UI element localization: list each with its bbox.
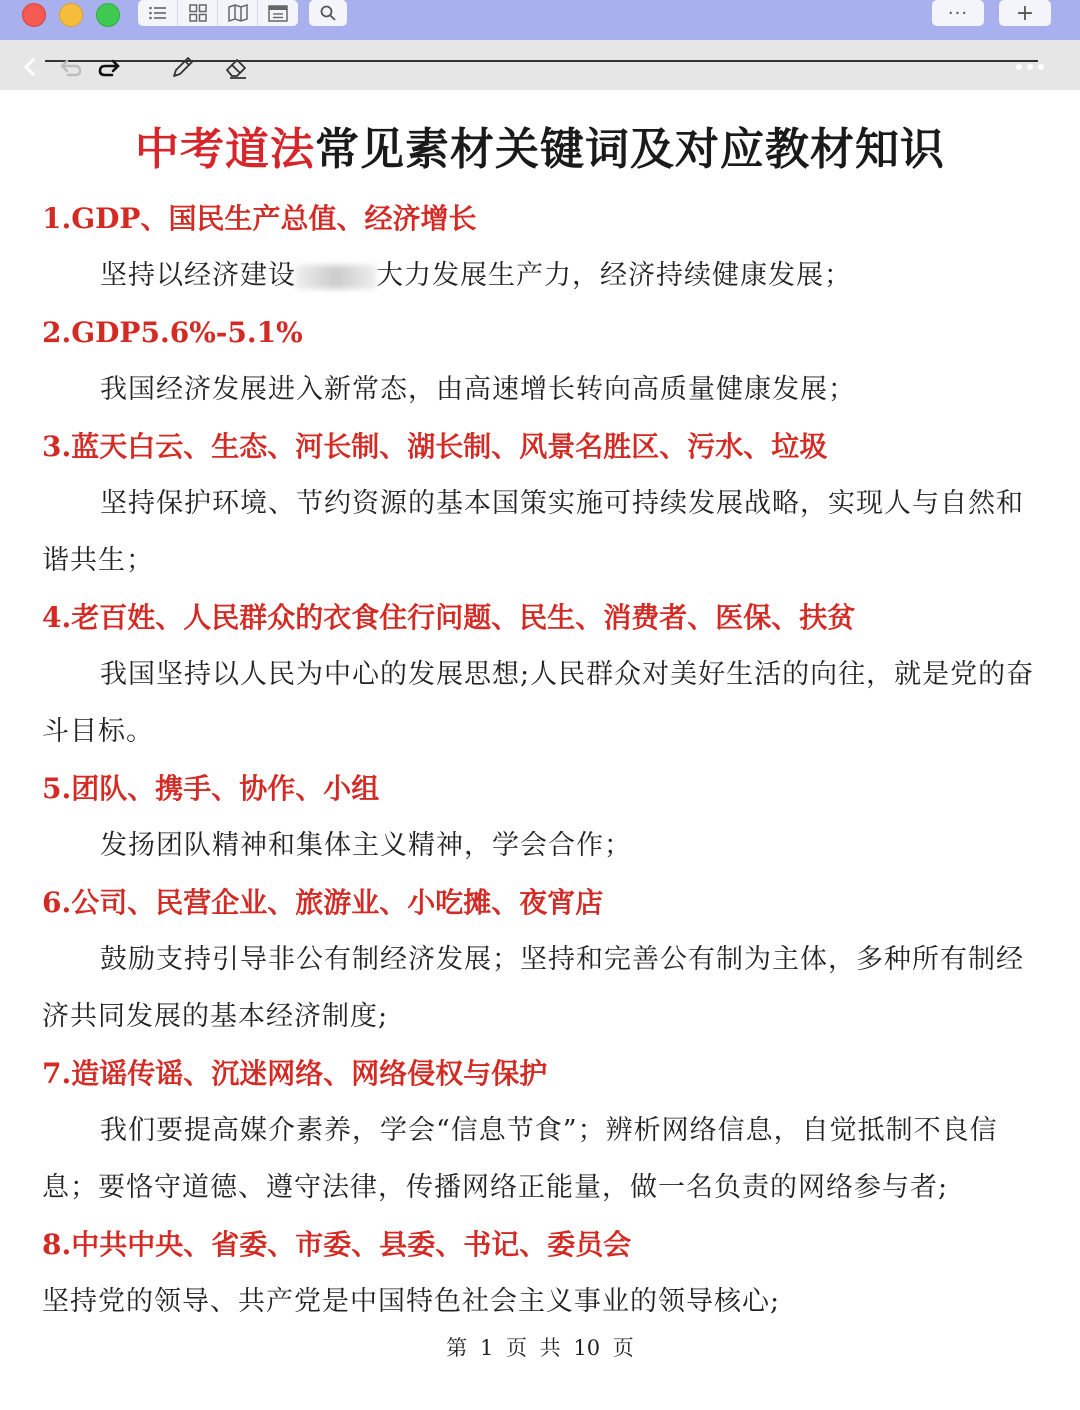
- redo-icon[interactable]: [96, 54, 122, 80]
- section-body: 我国经济发展进入新常态，由高速增长转向高质量健康发展；: [100, 374, 856, 405]
- list-icon[interactable]: [138, 0, 178, 26]
- section-body: 我国坚持以人民为中心的发展思想;人民群众对美好生活的向往，就是党的奋斗目标。: [42, 659, 1035, 747]
- calendar-icon[interactable]: [258, 0, 298, 26]
- section-heading: 1.GDP、国民生产总值、经济增长: [42, 202, 477, 235]
- page-title: [0, 120, 1080, 180]
- section-body: 坚持保护环境、节约资源的基本国策实施可持续发展战略，实现人与自然和谐共生；: [42, 488, 1024, 576]
- title-red-part: 中考道法: [135, 124, 315, 175]
- new-tab-button[interactable]: +: [999, 0, 1051, 26]
- section-body: [42, 247, 1042, 304]
- section-heading: 3.蓝天白云、生态、河长制、湖长制、风景名胜区、污水、垃圾: [42, 430, 828, 463]
- close-window-button[interactable]: [22, 3, 46, 27]
- section-heading: 4.老百姓、人民群众的衣食住行问题、民生、消费者、医保、扶贫: [42, 601, 856, 634]
- section-body: 鼓励支持引导非公有制经济发展；坚持和完善公有制为主体，多种所有制经济共同发展的基本经济制度;: [42, 944, 1024, 1032]
- window-titlebar: [0, 0, 1080, 40]
- section-body-text: 大力发展生产力，经济持续健康发展；: [376, 260, 852, 291]
- section-body: 我们要提高媒介素养，学会“信息节食”；辨析网络信息，自觉抵制不良信息；要恪守道德、遵守法律，传播网络正能量，做一名负责的网络参与者;: [42, 1115, 998, 1203]
- section-body-text: 坚持以经济建设: [100, 260, 296, 291]
- section-heading: 8.中共中央、省委、市委、县委、书记、委员会: [42, 1228, 632, 1261]
- section-heading: 2.GDP5.6%-5.1%: [42, 316, 303, 349]
- more-dots-icon[interactable]: [1016, 64, 1044, 70]
- section-heading: 5.团队、携手、协作、小组: [42, 772, 380, 805]
- pencil-icon[interactable]: [170, 54, 196, 80]
- page-footer: 第 1 页 共 10 页: [446, 1336, 634, 1360]
- eraser-icon[interactable]: [224, 54, 250, 80]
- search-icon[interactable]: [309, 0, 347, 26]
- annotation-toolbar: [0, 40, 1080, 90]
- grid-icon[interactable]: [178, 0, 218, 26]
- zoom-window-button[interactable]: [96, 3, 120, 27]
- more-options-button[interactable]: ···: [932, 0, 984, 26]
- section-heading: 6.公司、民营企业、旅游业、小吃摊、夜宵店: [42, 886, 604, 919]
- map-icon[interactable]: [218, 0, 258, 26]
- title-black-part: 常见素材关键词及对应教材知识: [315, 124, 945, 175]
- section-heading: 7.造谣传谣、沉迷网络、网络侵权与保护: [42, 1057, 548, 1090]
- undo-icon[interactable]: [58, 54, 84, 80]
- section-body: 坚持党的领导、共产党是中国特色社会主义事业的领导核心;: [42, 1286, 781, 1317]
- back-icon[interactable]: [16, 54, 42, 80]
- section-body: 发扬团队精神和集体主义精神，学会合作；: [100, 830, 632, 861]
- redaction-blur: [296, 265, 376, 289]
- view-mode-group: [138, 0, 298, 26]
- minimize-window-button[interactable]: [59, 3, 83, 27]
